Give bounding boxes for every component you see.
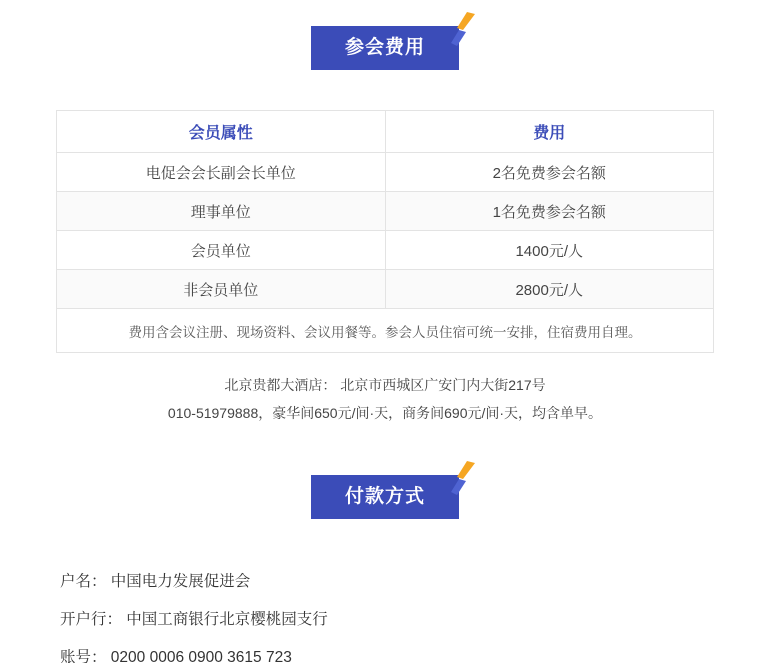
hotel-info — [56, 371, 714, 427]
payment-account-name: 户名： 中国电力发展促进会 — [60, 573, 251, 590]
fee-table — [56, 110, 714, 353]
fee-row-1-attribute: 理事单位 — [57, 192, 386, 231]
fee-table-header-attribute: 会员属性 — [57, 111, 386, 153]
fee-row-0-fee: 2名免费参会名额 — [385, 153, 714, 192]
fee-row-2-attribute: 会员单位 — [57, 231, 386, 270]
fee-row-1-fee: 1名免费参会名额 — [385, 192, 714, 231]
payment-account-number: 账号： 0200 0006 0900 3615 723 — [60, 649, 292, 663]
payment-badge-wrap — [0, 475, 770, 519]
payment-bank-name: 开户行： 中国工商银行北京樱桃园支行 — [60, 611, 328, 628]
fee-section — [0, 26, 770, 427]
fee-table-header-fee: 费用 — [385, 111, 714, 153]
fee-table-note: 费用含会议注册、现场资料、会议用餐等。参会人员住宿可统一安排，住宿费用自理。 — [57, 309, 714, 353]
fee-row-0-attribute: 电促会会长副会长单位 — [57, 153, 386, 192]
fee-table-header-row — [57, 111, 714, 153]
fee-section-badge-label: 参会费用 — [344, 37, 425, 58]
fee-row-3-fee: 2800元/人 — [385, 270, 714, 309]
fee-section-badge — [311, 26, 459, 70]
table-row — [57, 270, 714, 309]
fee-row-3-attribute: 非会员单位 — [57, 270, 386, 309]
fee-table-wrap — [56, 110, 714, 353]
fee-badge-wrap — [0, 26, 770, 70]
sparkle-icon — [447, 12, 477, 46]
fee-row-2-fee: 1400元/人 — [385, 231, 714, 270]
hotel-address-line: 北京贵都大酒店： 北京市西城区广安门内大街217号 — [224, 377, 546, 393]
payment-section-badge-label: 付款方式 — [344, 486, 425, 507]
payment-section — [0, 475, 770, 663]
table-row — [57, 192, 714, 231]
sparkle-icon — [447, 461, 477, 495]
payment-section-badge — [311, 475, 459, 519]
fee-table-note-row — [57, 309, 714, 353]
hotel-price-line: 010-51979888，豪华间650元/间·天，商务间690元/间·天，均含单早。 — [167, 405, 603, 421]
payment-details — [56, 563, 714, 663]
table-row — [57, 153, 714, 192]
table-row — [57, 231, 714, 270]
